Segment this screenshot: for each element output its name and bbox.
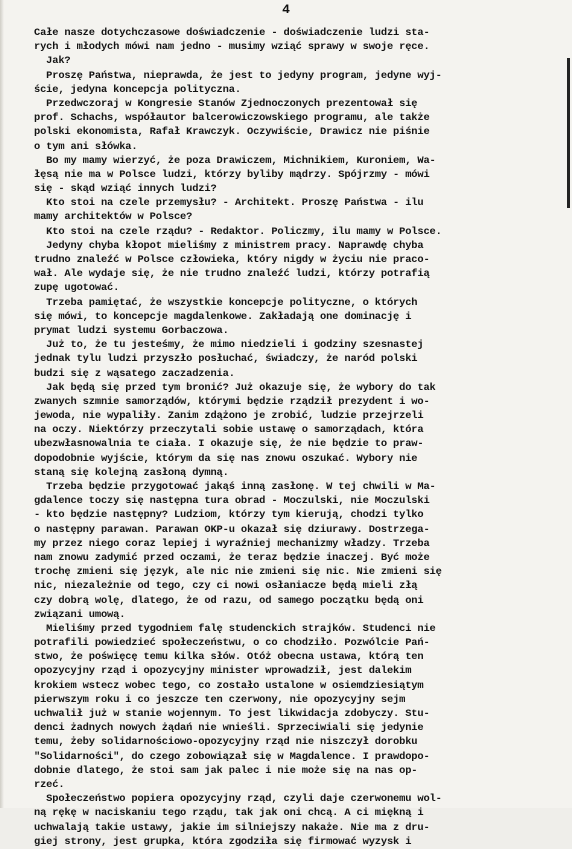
margin-mark	[561, 58, 570, 208]
text-line: Kto stoi na czele przemysłu? - Architekt. Proszę Państwa - ilu	[34, 197, 424, 210]
text-line: Już to, że tu jesteśmy, że mimo niedzieli i godziny szesnastej	[34, 339, 424, 352]
text-line: Proszę Państwa, nieprawda, że jest to jedyny program, jedyne wyj-	[34, 69, 442, 82]
text-line: na oczy. Niektórzy przeczytali sobie ustawę o samorządach, która	[34, 424, 424, 437]
text-line: dopodobnie wyjście, którym da się nas znowu oszukać. Wybory nie	[34, 452, 418, 465]
text-line: Bo my mamy wierzyć, że poza Drawiczem, Michnikiem, Kuroniem, Wa-	[34, 154, 436, 167]
text-line: Jak będą się przed tym bronić? Już okazuje się, że wybory do tak	[34, 381, 436, 394]
text-line: trudno znaleźć w Polsce człowieka, który nigdy w życiu nie praco-	[34, 254, 430, 266]
text-line: Mieliśmy przed tygodniem falę studenckich strajków. Studenci nie	[34, 622, 436, 635]
text-line: stwo, że poświęcę temu kilka słów. Otóż obecna ustawa, którą ten	[34, 651, 424, 664]
text-line: uchwalają takie ustawy, jakie im silniejszy nakaże. Nie ma z dru-	[34, 821, 430, 834]
text-line: Trzeba będzie przygotować jakąś inną zasłonę. W tej chwili w Ma-	[34, 481, 436, 493]
text-line: Jedyny chyba kłopot mieliśmy z ministrem pracy. Naprawdę chyba	[34, 239, 424, 252]
text-line: pierwszym roku i co jeszcze ten czerwony, nie opozycyjny sejm	[34, 693, 406, 706]
text-line: ubezwłasnowalnia te ciała. I okazuje się, że nie będzie to praw-	[34, 438, 424, 451]
text-line: staną się kolejną zasłoną dymną.	[34, 466, 229, 479]
text-line: się mówi, to koncepcje magdalenkowe. Zakładają one dominację i	[34, 310, 412, 323]
text-line: jewoda, nie wypaliły. Zanim zdążono je zrobić, ludzie przejrzeli	[34, 410, 424, 423]
text-line: o tym ani słówka.	[34, 140, 138, 153]
page-edge-shadow	[0, 0, 4, 808]
text-line: zupę ugotować.	[34, 282, 120, 295]
text-line: krokiem wstecz wobec tego, co zostało ustalone w osiemdziesiątym	[34, 679, 424, 692]
text-line: opozycyjny rząd i opozycyjny minister wprowadził, jest dalekim	[34, 665, 412, 678]
text-line: nam znowu zadymić przed oczami, że teraz będzie inaczej. Być może	[34, 551, 430, 564]
text-line: ną rękę w naciskaniu tego rządu, tak jak oni chcą. A ci miękną i	[34, 807, 424, 820]
text-line: my przez niego coraz lepiej i wyraźniej mechanizmy władzy. Trzeba	[34, 537, 430, 550]
text-line: dobnie dlatego, że stoi sam jak palec i nie może się na nas op-	[34, 764, 418, 777]
text-line: trochę zmieni się język, ale nic nie zmieni się nic. Nie zmieni się	[34, 566, 442, 579]
text-line: związani umową.	[34, 608, 126, 621]
page-number: 4	[282, 2, 290, 17]
text-line: Trzeba pamiętać, że wszystkie koncepcje polityczne, o których	[34, 296, 418, 309]
text-line: "Solidarności", do czego zobowiązał się w Magdalence. I prawdopo-	[34, 750, 430, 763]
text-line: budzi się z wąsatego zaczadzenia.	[34, 367, 235, 380]
text-line: mamy architektów w Polsce?	[34, 211, 193, 224]
text-line: ście, jedyna koncepcja polityczna.	[34, 83, 241, 96]
text-line: Kto stoi na czele rządu? - Redaktor. Policzmy, ilu mamy w Polsce.	[34, 225, 442, 238]
text-line: wał. Ale wydaje się, że nie trudno znaleźć ludzi, którzy potrafią	[34, 268, 430, 281]
text-line: prymat ludzi systemu Gorbaczowa.	[34, 324, 229, 337]
text-line: o następny parawan. Parawan OKP-u okazał się dziurawy. Dostrzega-	[34, 523, 430, 536]
text-line: uchwalił już w stanie wojennym. To jest likwidacja zdobyczy. Stu-	[34, 708, 430, 720]
text-line: temu, żeby solidarnościowo-opozycyjny rząd nie niszczył dorobku	[34, 736, 418, 749]
body-text	[34, 26, 546, 849]
text-line: czy dobrą wolę, dlatego, że od razu, od samego początku będą oni	[34, 594, 424, 607]
text-line: nic, niezależnie od tego, czy ci nowi osłaniacze będą mieli złą	[34, 580, 418, 593]
text-line: giej strony, jest grupka, która zgodziła się firmować wyzysk i	[34, 835, 412, 848]
text-line: prof. Schachs, współautor balcerowiczowskiego programu, ale także	[34, 112, 430, 125]
text-line: gdalence toczy się następna tura obrad - Moczulski, nie Moczulski	[34, 495, 430, 508]
text-line: Społeczeństwo popiera opozycyjny rząd, czyli daje czerwonemu wol-	[34, 793, 442, 806]
text-line: się - skąd wziąć innych ludzi?	[34, 183, 217, 196]
text-line: denci żadnych nowych żądań nie wnieśli. Sprzeciwiali się jedynie	[34, 722, 424, 735]
text-line: Przedwczoraj w Kongresie Stanów Zjednoczonych prezentował się	[34, 97, 418, 110]
text-line: rzeć.	[34, 778, 65, 791]
text-line: łęsą nie ma w Polsce ludzi, którzy byliby mądrzy. Spójrzmy - mówi	[34, 168, 430, 181]
text-line: - kto będzie następny? Ludziom, którzy tym kierują, chodzi tylko	[34, 509, 424, 522]
text-line: potrafili powiedzieć społeczeństwu, o co chodziło. Pozwólcie Pań-	[34, 637, 430, 650]
text-line: rych i młodych mówi nam jedno - musimy wziąć sprawy w swoje ręce.	[34, 41, 430, 54]
text-line: zwanych szmnie samorządów, którymi będzie rządził prezydent i wo-	[34, 395, 430, 408]
text-line: jednak tylu ludzi przyszło posłuchać, świadczy, że naród polski	[34, 353, 418, 366]
text-line: Całe nasze dotychczasowe doświadczenie - doświadczenie ludzi sta-	[34, 27, 430, 39]
text-line: Jak?	[34, 55, 71, 68]
text-line: polski ekonomista, Rafał Krawczyk. Oczywiście, Drawicz nie piśnie	[34, 126, 430, 139]
